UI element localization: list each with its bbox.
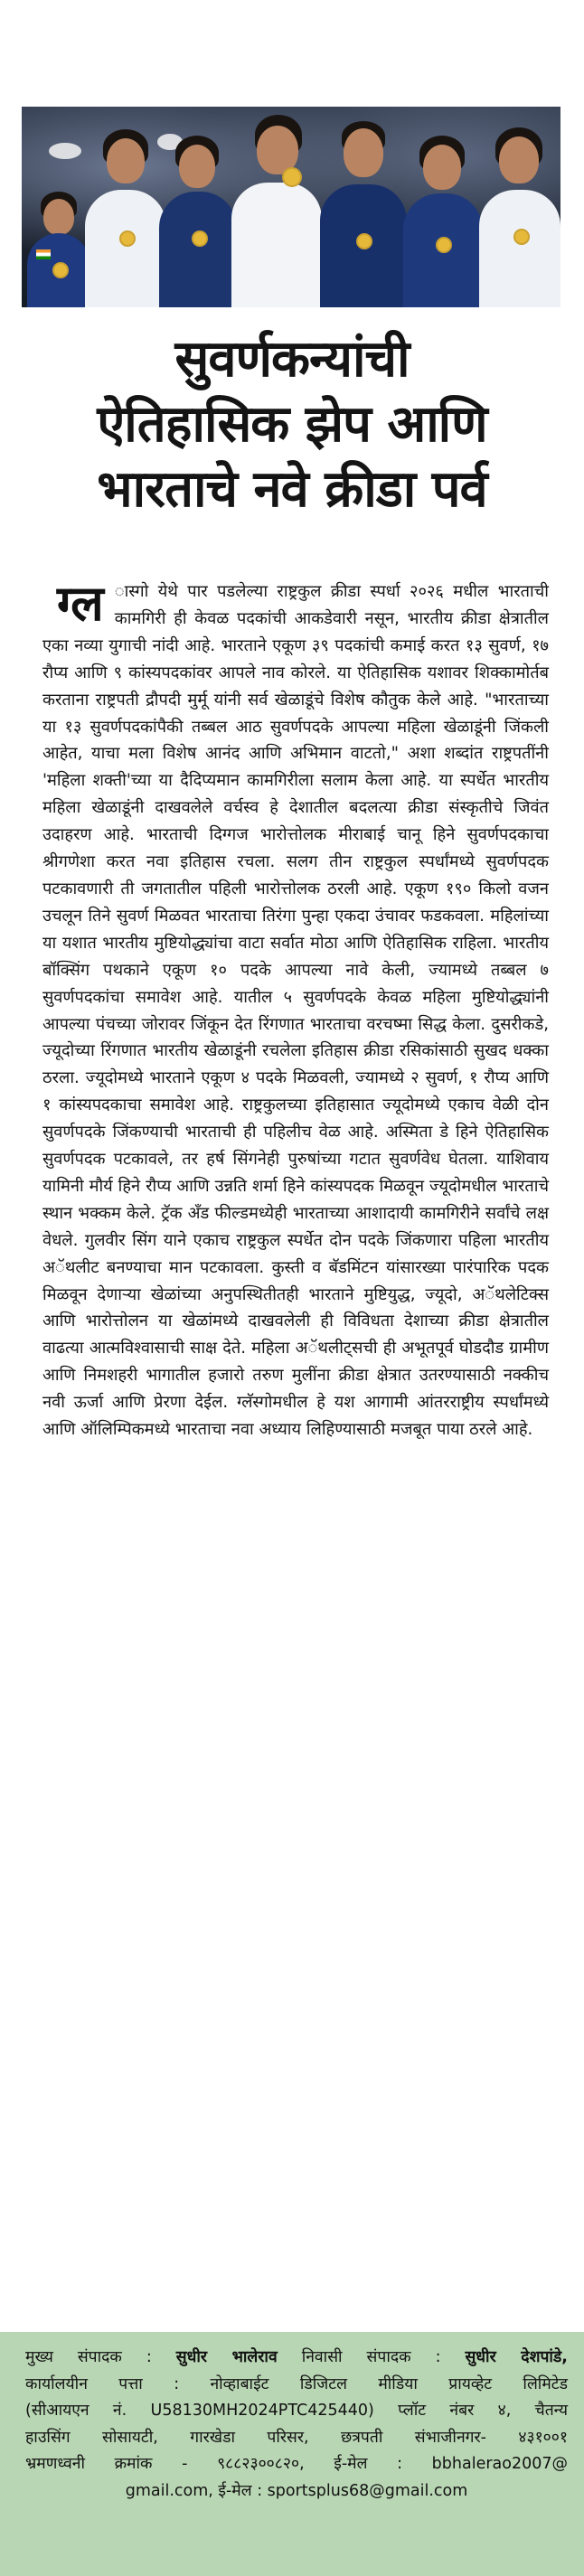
headline-line-1: सुवर्णकन्यांची bbox=[174, 330, 410, 389]
headline-line-2: ऐतिहासिक झेप आणि bbox=[97, 395, 487, 454]
footer-email-line: gmail.com, ई-मेल : sportsplus68@gmail.com bbox=[125, 2481, 468, 2500]
resident-editor-label: निवासी संपादक : bbox=[301, 2348, 441, 2366]
headline-line-3: भारताचे नवे क्रीडा पर्व bbox=[97, 460, 487, 519]
athlete-figure bbox=[159, 127, 237, 307]
stage-light bbox=[49, 143, 81, 159]
athlete-figure bbox=[320, 118, 407, 307]
article-body bbox=[42, 574, 549, 2007]
athletes-photo bbox=[22, 107, 560, 307]
headline bbox=[0, 327, 584, 522]
footer-cin-line: (सीआयएन नं. U58130MH2024PTC425440) प्लॉट नंबर ४, चैतन्य bbox=[25, 2402, 568, 2420]
footer-office-address: कार्यालयीन पत्ता : नोव्हाबाईट डिजिटल मीडिया प्रायव्हेट लिमिटेड bbox=[25, 2374, 568, 2393]
athlete-figure bbox=[231, 113, 322, 307]
athlete-figure bbox=[27, 172, 90, 307]
footer-contact-line: भ्रमणध्वनी क्रमांक - ९८८२३००८२०, ई-मेल : bbhalerao2007@ bbox=[25, 2455, 568, 2473]
chief-editor-label: मुख्य संपादक : bbox=[25, 2348, 152, 2366]
footer-imprint bbox=[0, 2332, 584, 2576]
athlete-figure bbox=[403, 127, 483, 307]
article-paragraph: ास्गो येथे पार पडलेल्या राष्ट्रकुल क्रीडा स्पर्धा २०२६ मधील भारताची कामगिरी ही केवळ पदकांची आकडेवारी नसून, भारतीय क्रीडा क्षेत्रातील एका नव्या युगाची नांदी आहे. भारताने एकूण ३९ पदकांची कमाई करत १३ सुवर्ण, १७ रौप्य आणि ९ कांस्यपदकांवर आपले नाव कोरले. या ऐतिहासिक यशावर शिक्कामोर्तब करताना राष्ट्रपती द्रौपदी मुर्मू यांनी सर्व खेळाडूंचे विशेष कौतुक केले आहे. "भारताच्या या १३ सुवर्णपदकांपैकी तब्बल आठ सुवर्णपदके आपल्या महिला खेळाडूंनी जिंकली आहेत, याचा मला विशेष आनंद आणि अभिमान वाटतो," अशा शब्दांत राष्ट्रपतींनी 'महिला शक्ती'च्या या दैदिप्यमान कामगिरीला सलाम केला आहे. या स्पर्धेत भारतीय महिला खेळाडूंनी दाखवलेले वर्चस्व हे देशातील बदलत्या क्रीडा संस्कृतीचे जिवंत उदाहरण आहे. भारताची दिग्गज भारोत्तोलक मीराबाई चानू हिने सुवर्णपदकाचा श्रीगणेशा करत नवा इतिहास रचला. सलग तीन राष्ट्रकुल स्पर्धांमध्ये सुवर्णपदक पटकावणारी ती जगतातील पहिली भारोत्तोलक ठरली आहे. एकूण १९० किलो वजन उचलून तिने सुवर्ण मिळवत भारताचा तिरंगा पुन्हा एकदा उंचावर फडकवला. महिलांच्या या यशात भारतीय मुष्टियोद्ध्यांचा वाटा सर्वात मोठा आणि ऐतिहासिक राहिला. भारतीय बॉक्सिंग पथकाने एकूण १० पदके आपल्या नावे केली, ज्यामध्ये तब्बल ७ सुवर्णपदकांचा समावेश आहे. यातील ५ सुवर्णपदके केवळ महिला मुष्टियोद्ध्यांनी आपल्या पंचच्या जोरावर जिंकून देत रिंगणात भारताचा वरचष्मा सिद्ध केला. दुसरीकडे, ज्यूदोच्या रिंगणात भारतीय खेळाडूंनी रचलेला इतिहास क्रीडा रसिकांसाठी सुखद धक्का ठरला. ज्यूदोमध्ये भारताने एकूण ४ पदके मिळवली, ज्यामध्ये २ सुवर्ण, १ रौप्य आणि १ कांस्यपदकाचा समावेश आहे. राष्ट्रकुलच्या इतिहासात ज्यूदोमध्ये एकाच वेळी दोन सुवर्णपदके जिंकण्याची भारताची ही पहिलीच वेळ आहे. अस्मिता डे हिने ऐतिहासिक सुवर्णपदक पटकावले, तर हर्ष सिंगनेही पुरुषांच्या गटात सुवर्णवेध घेतला. याशिवाय यामिनी मौर्य हिने रौप्य आणि उन्नति शर्मा हिने कांस्यपदक मिळवून ज्यूदोमधील भारताचे स्थान भक्कम केले. ट्रॅक अँड फील्डमध्येही भारताच्या आशादायी कामगिरीने सर्वांचे लक्ष वेधले. गुलवीर सिंग याने एकाच राष्ट्रकुल स्पर्धेत दोन पदके जिंकणारा पहिला भारतीय अॅथलीट बनण्याचा मान पटकावला. कुस्ती व बॅडमिंटन यांसारख्या पारंपारिक पदक मिळवून देणाऱ्या खेळांच्या अनुपस्थितीतही भारताने मुष्टियुद्ध, ज्यूदो, अॅथलेटिक्स आणि भारोत्तोलन या खेळांमध्ये दाखवलेली ही विविधता देशाच्या क्रीडा क्षेत्रातील वाढत्या आत्मविश्वासाची साक्ष देते. महिला अॅथलीट्सची ही अभूतपूर्व घोडदौड ग्रामीण आणि निमशहरी भागातील हजारो तरुण मुलींना क्रीडा क्षेत्रात उतरण्यासाठी नक्कीच नवी ऊर्जा आणि प्रेरणा देईल. ग्लॅस्गोमधील हे यश आगामी आंतरराष्ट्रीय स्पर्धांमध्ये आणि ऑलिम्पिकमध्ये भारताचा नवा अध्याय लिहिण्यासाठी मजबूत पाया ठरले आहे. bbox=[42, 582, 549, 1440]
chief-editor-name: सुधीर भालेराव bbox=[175, 2348, 278, 2366]
footer-editors-line bbox=[25, 2345, 568, 2372]
footer-address-line: हाउसिंग सोसायटी, गारखेडा परिसर, छत्रपती संभाजीनगर- ४३१००१ bbox=[25, 2428, 568, 2447]
athlete-figure bbox=[85, 122, 166, 307]
resident-editor-name: सुधीर देशपांडे, bbox=[465, 2348, 568, 2366]
athlete-figure bbox=[479, 122, 560, 307]
drop-cap: ग्ल bbox=[57, 574, 104, 632]
